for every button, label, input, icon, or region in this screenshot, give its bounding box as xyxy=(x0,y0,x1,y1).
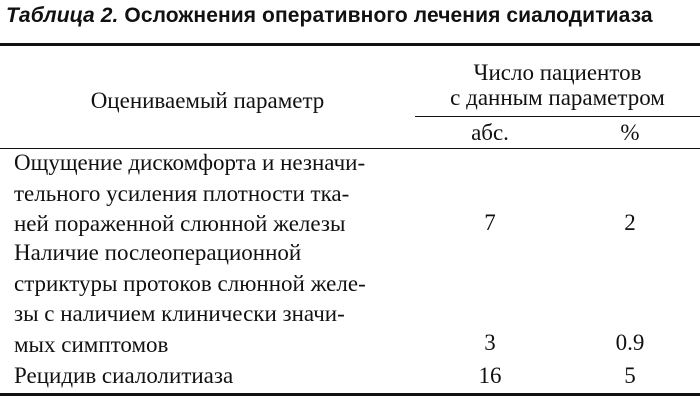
header-pct: % xyxy=(620,120,640,145)
caption-label: Таблица 2. xyxy=(6,4,119,27)
caption-title: Осложнения оперативного лечения сиалодитиаза xyxy=(124,4,653,27)
top-rule xyxy=(0,43,700,46)
row-pct-value: 2 xyxy=(624,210,636,235)
header-count-line1: Число пациентов xyxy=(473,60,642,85)
header-subrule xyxy=(415,116,700,117)
row-param-line: мых симптомов xyxy=(14,331,169,357)
header-count-line2: с данным параметром xyxy=(450,85,665,110)
row-param-line: зы с наличием клинически значи- xyxy=(14,301,345,326)
row-abs-value: 7 xyxy=(484,210,496,235)
row-abs-value: 3 xyxy=(484,330,496,355)
row-param-line: стриктуры протоков слюнной желе- xyxy=(14,270,366,296)
row-param-line: Наличие послеоперационной xyxy=(14,240,302,265)
row-abs-value: 16 xyxy=(478,363,502,388)
bottom-rule xyxy=(0,393,700,396)
row-param-line: Рецидив сиалолитиаза xyxy=(14,363,234,388)
row-param-line: Ощущение дискомфорта и незначи- xyxy=(14,150,366,175)
row-param-line: ней пораженной слюнной железы xyxy=(14,211,346,236)
header-param: Оцениваемый параметр xyxy=(90,88,325,113)
table-row xyxy=(14,238,414,360)
table-caption xyxy=(6,4,653,28)
row-pct-value: 0.9 xyxy=(615,330,645,355)
table-row xyxy=(14,361,414,392)
header-abs: абс. xyxy=(471,120,509,145)
row-pct-value: 5 xyxy=(624,363,636,388)
row-param-line: тельного усиления плотности тка- xyxy=(14,180,350,206)
table-row xyxy=(14,148,414,240)
